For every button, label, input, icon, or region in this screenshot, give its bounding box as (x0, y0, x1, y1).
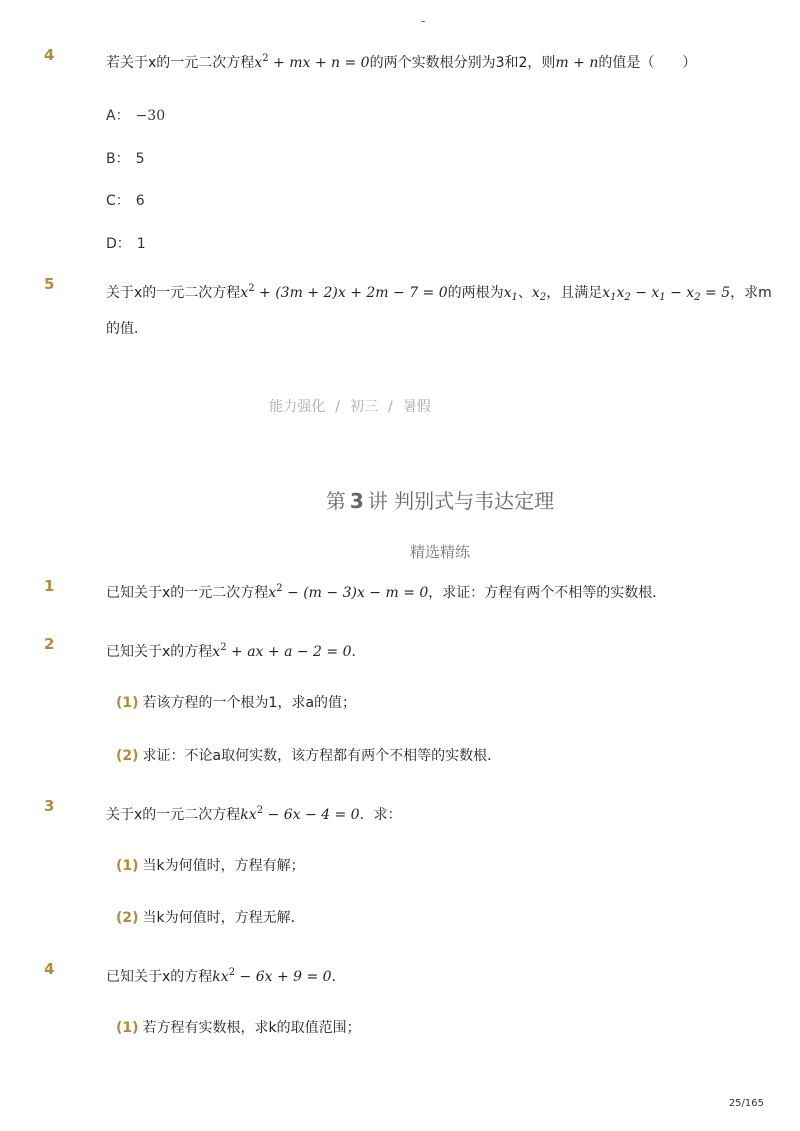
sub-question: (1) 若方程有实数根，求k的取值范围； (116, 1020, 361, 1036)
chapter-title: 第 3 讲 判别式与韦达定理 (325, 489, 555, 513)
option-b[interactable]: B： 5 (106, 151, 145, 167)
option-d[interactable]: D： 1 (106, 236, 146, 252)
question-number: 5 (44, 275, 55, 293)
question-number: 2 (44, 635, 55, 653)
question-text: 已知关于x的一元二次方程$x^2 - (m - 3)x - m = 0$，求证：方程有两个不相等的实数根． (106, 583, 667, 601)
sub-question: (1) 当k为何值时，方程有解； (116, 858, 305, 874)
sub-question: (2) 当k为何值时，方程无解． (116, 910, 305, 926)
question-text: 若关于x的一元二次方程$x^2$ + mx + n = 0的两个实数根分别为3和2，则m + n的值是（ ） (106, 53, 697, 71)
question-number: 4 (44, 46, 55, 64)
question-number: 4 (44, 960, 55, 978)
sub-question: (2) 求证：不论a取何实数，该方程都有两个不相等的实数根． (116, 748, 502, 764)
page-number: 25/165 (728, 1098, 764, 1109)
section-footer: 能力强化 / 初三 / 暑假 (269, 399, 431, 415)
question-text: 关于x的一元二次方程$kx^2 - 6x - 4 = 0$．求： (106, 805, 402, 823)
option-c[interactable]: C： 6 (106, 193, 145, 209)
sub-question: (1) 若该方程的一个根为1，求a的值； (116, 695, 357, 711)
question-number: 3 (44, 797, 55, 815)
question-number: 1 (44, 577, 55, 595)
option-a[interactable]: A： −30 (106, 108, 166, 124)
section-title: 精选精练 (409, 543, 470, 561)
question-text-line2: 的值． (106, 321, 148, 337)
question-text: 关于x的一元二次方程$x^2 + (3m + 2)x + 2m - 7 = 0$的两根为$x_1$、$x_2$，且满足$x_1x_2 - x_1 - x_2 = 5$，求m (106, 283, 772, 303)
question-text: 已知关于x的方程$x^2$ + ax + a − 2 = 0． (106, 642, 366, 660)
top-mark: - (421, 14, 426, 28)
question-text: 已知关于x的方程$kx^2 - 6x + 9 = 0$． (106, 967, 346, 985)
